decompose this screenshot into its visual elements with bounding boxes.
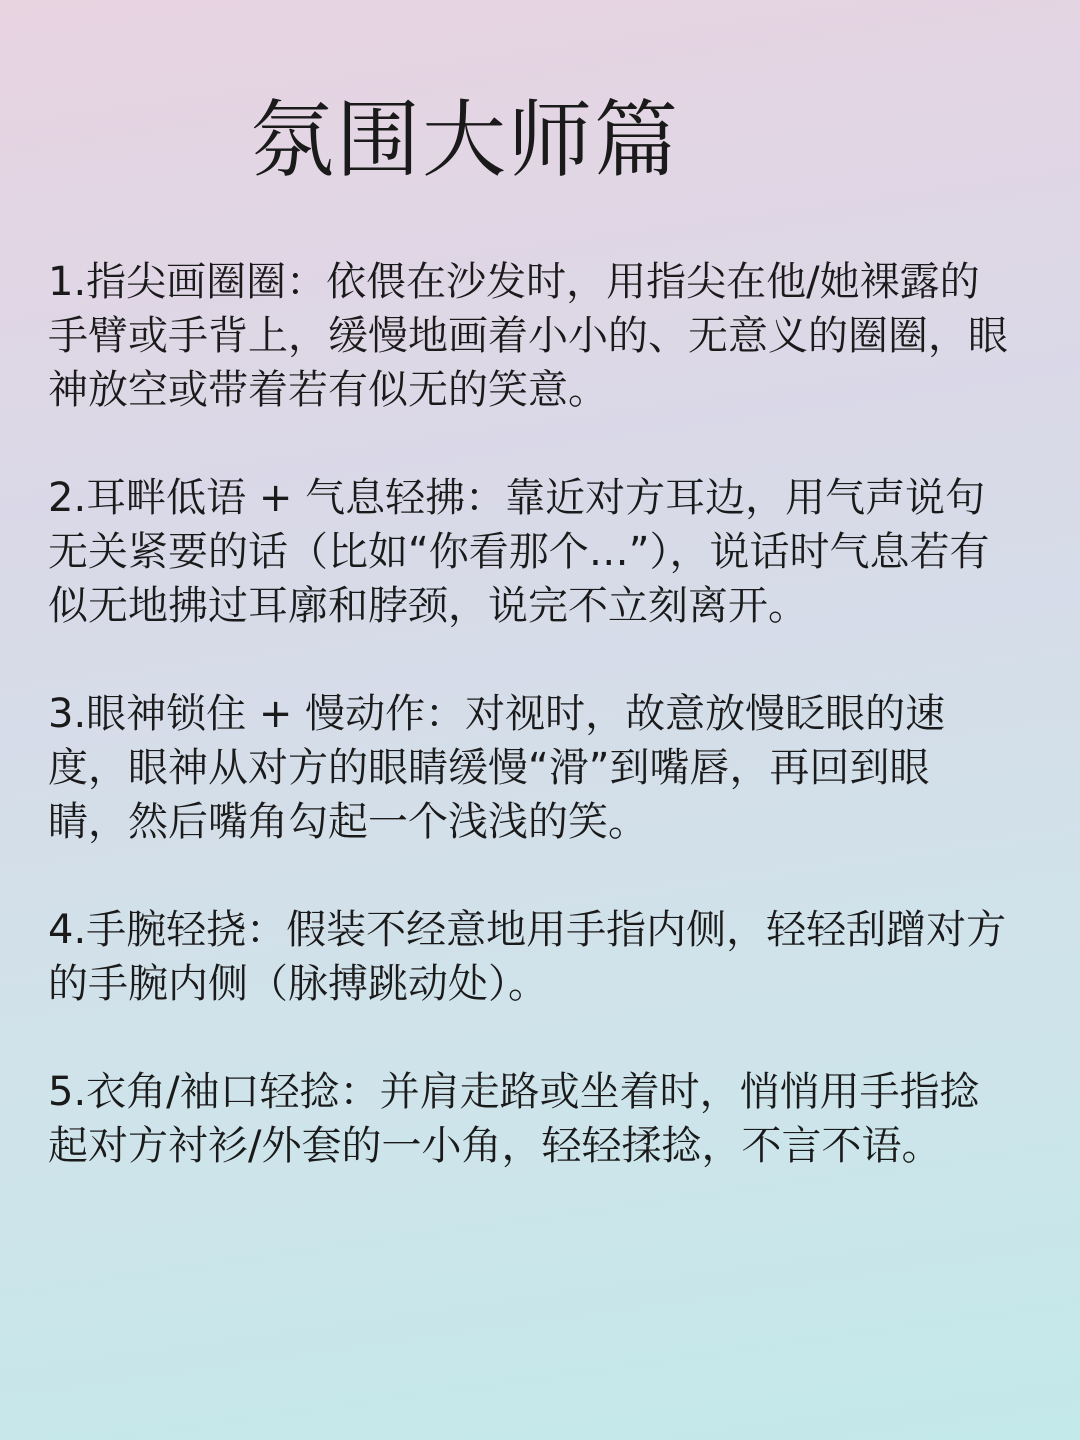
tip-label: 5.衣角/袖口轻捻 (48, 1069, 340, 1115)
tip-separator: ： (339, 1069, 380, 1115)
tip-text: 并肩走路或坐着时，悄悄用手指捻起对方衬衫/外套的一小角，轻轻揉捻，不言不语。 (48, 1069, 980, 1169)
tip-text: 依偎在沙发时，用指尖在他/她裸露的手臂或手背上，缓慢地画着小小的、无意义的圈圈，眼神放空或带着若有似无的笑意。 (48, 259, 1008, 413)
tip-item-2 (48, 471, 1008, 633)
tip-item-3 (48, 687, 1008, 849)
tip-label: 1.指尖画圈圈 (48, 259, 287, 305)
tip-item-1 (48, 255, 1008, 417)
tip-text: 假装不经意地用手指内侧，轻轻刮蹭对方的手腕内侧（脉搏跳动处）。 (48, 907, 1007, 1007)
tip-item-4 (48, 903, 1008, 1011)
tip-label: 3.眼神锁住 + 慢动作 (48, 691, 426, 737)
tip-separator: ： (425, 691, 466, 737)
tip-text: 靠近对方耳边，用气声说句无关紧要的话（比如“你看那个…”），说话时气息若有似无地拂过耳廓和脖颈，说完不立刻离开。 (48, 475, 990, 629)
tips-list (48, 255, 1008, 1227)
tip-separator: ： (286, 259, 327, 305)
tip-label: 2.耳畔低语 + 气息轻拂 (48, 475, 466, 521)
tip-item-5 (48, 1065, 1008, 1173)
tip-text: 对视时，故意放慢眨眼的速度，眼神从对方的眼睛缓慢“滑”到嘴唇，再回到眼睛，然后嘴角勾起一个浅浅的笑。 (48, 691, 946, 845)
tip-separator: ： (246, 907, 287, 953)
tip-separator: ： (465, 475, 506, 521)
page-title: 氛围大师篇 (250, 91, 681, 189)
tip-label: 4.手腕轻挠 (48, 907, 247, 953)
